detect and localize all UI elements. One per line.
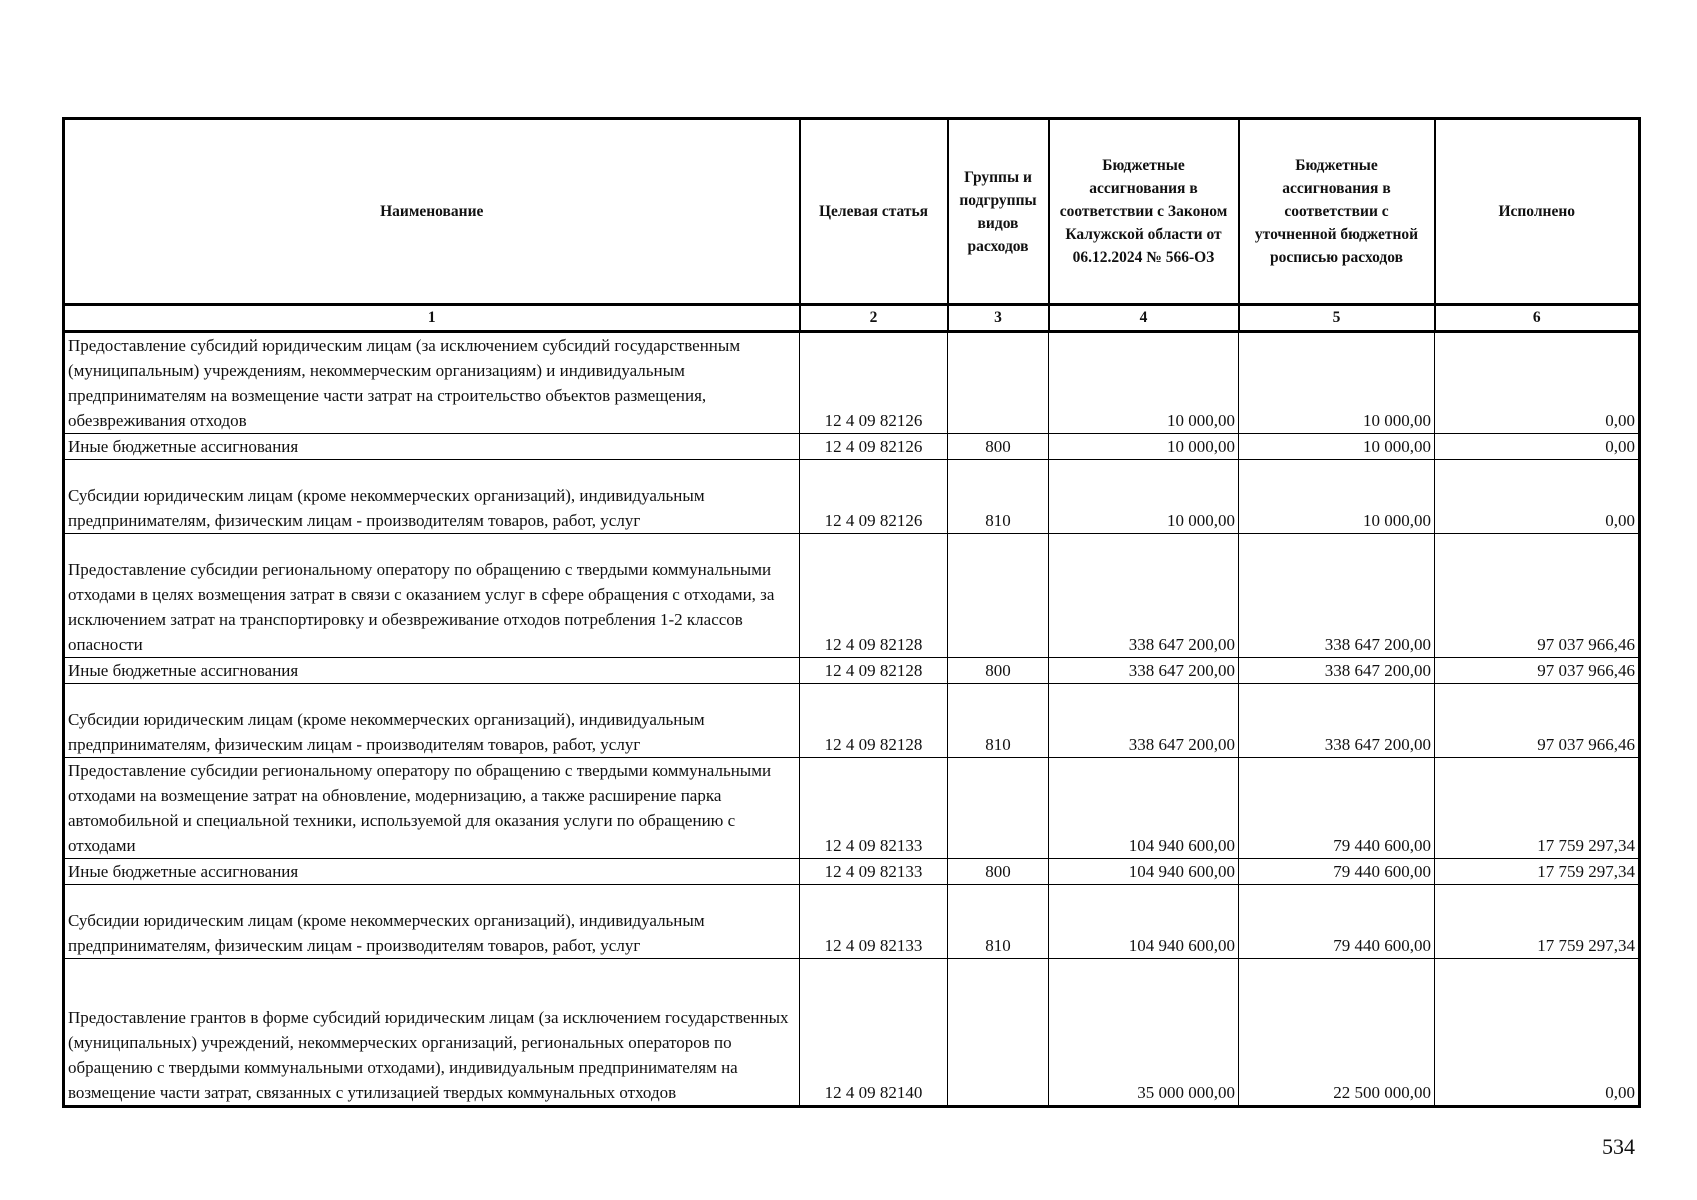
row-expense-group-cell: 810: [948, 885, 1049, 959]
row-revised-allocation-cell: 338 647 200,00: [1239, 534, 1435, 658]
row-law-allocation-cell: 104 940 600,00: [1049, 859, 1239, 885]
row-executed-cell: 97 037 966,46: [1435, 684, 1640, 758]
column-number: 3: [948, 305, 1049, 332]
row-revised-allocation-cell: 22 500 000,00: [1239, 959, 1435, 1107]
row-target-article-cell: 12 4 09 82140: [800, 959, 948, 1107]
row-law-allocation-cell: 338 647 200,00: [1049, 658, 1239, 684]
row-expense-group-cell: [948, 959, 1049, 1107]
row-executed-cell: 17 759 297,34: [1435, 758, 1640, 859]
row-expense-group-cell: [948, 758, 1049, 859]
row-executed-cell: 97 037 966,46: [1435, 534, 1640, 658]
row-revised-allocation-cell: 338 647 200,00: [1239, 658, 1435, 684]
table-row: [64, 434, 1640, 460]
row-executed-cell: 0,00: [1435, 434, 1640, 460]
row-revised-allocation-cell: 10 000,00: [1239, 332, 1435, 434]
table-header: [64, 119, 1640, 332]
column-number: 4: [1049, 305, 1239, 332]
row-target-article-cell: 12 4 09 82126: [800, 434, 948, 460]
row-name-cell: Предоставление субсидии региональному оператору по обращению с твердыми коммунальными отходами на возмещение затрат на обновление, модернизацию, а также расширение парка автомобильной и специальной техники, используемой для оказания услуги по обращению с отходами: [64, 758, 800, 859]
row-law-allocation-cell: 338 647 200,00: [1049, 534, 1239, 658]
table-row: [64, 332, 1640, 434]
row-law-allocation-cell: 104 940 600,00: [1049, 885, 1239, 959]
row-revised-allocation-cell: 10 000,00: [1239, 434, 1435, 460]
row-executed-cell: 0,00: [1435, 959, 1640, 1107]
row-executed-cell: 0,00: [1435, 460, 1640, 534]
row-executed-cell: 0,00: [1435, 332, 1640, 434]
header-revised-allocations: Бюджетные ассигнования в соответствии с уточненной бюджетной росписью расходов: [1239, 119, 1435, 305]
row-target-article-cell: 12 4 09 82126: [800, 460, 948, 534]
row-law-allocation-cell: 338 647 200,00: [1049, 684, 1239, 758]
row-revised-allocation-cell: 10 000,00: [1239, 460, 1435, 534]
header-name: Наименование: [64, 119, 800, 305]
table-body: [64, 332, 1640, 1107]
row-revised-allocation-cell: 79 440 600,00: [1239, 758, 1435, 859]
column-number: 1: [64, 305, 800, 332]
table-row: [64, 959, 1640, 1107]
row-target-article-cell: 12 4 09 82133: [800, 885, 948, 959]
row-law-allocation-cell: 104 940 600,00: [1049, 758, 1239, 859]
page-number: 534: [1602, 1134, 1635, 1159]
column-number: 5: [1239, 305, 1435, 332]
row-revised-allocation-cell: 79 440 600,00: [1239, 859, 1435, 885]
column-number: 6: [1435, 305, 1640, 332]
budget-execution-table: [62, 117, 1641, 1108]
row-name-cell: Субсидии юридическим лицам (кроме некоммерческих организаций), индивидуальным предпринимателям, физическим лицам - производителям товаров, работ, услуг: [64, 885, 800, 959]
row-law-allocation-cell: 35 000 000,00: [1049, 959, 1239, 1107]
row-expense-group-cell: 810: [948, 684, 1049, 758]
row-expense-group-cell: [948, 332, 1049, 434]
table-row: [64, 885, 1640, 959]
row-name-cell: Субсидии юридическим лицам (кроме некоммерческих организаций), индивидуальным предпринимателям, физическим лицам - производителям товаров, работ, услуг: [64, 684, 800, 758]
row-expense-group-cell: 810: [948, 460, 1049, 534]
header-executed: Исполнено: [1435, 119, 1640, 305]
header-row: [64, 119, 1640, 305]
column-number: 2: [800, 305, 948, 332]
table-row: [64, 658, 1640, 684]
row-name-cell: Субсидии юридическим лицам (кроме некоммерческих организаций), индивидуальным предпринимателям, физическим лицам - производителям товаров, работ, услуг: [64, 460, 800, 534]
row-target-article-cell: 12 4 09 82128: [800, 658, 948, 684]
row-expense-group-cell: [948, 534, 1049, 658]
row-revised-allocation-cell: 338 647 200,00: [1239, 684, 1435, 758]
row-target-article-cell: 12 4 09 82126: [800, 332, 948, 434]
table-row: [64, 684, 1640, 758]
header-target-article: Целевая статья: [800, 119, 948, 305]
row-target-article-cell: 12 4 09 82128: [800, 684, 948, 758]
column-number-row: [64, 305, 1640, 332]
row-name-cell: Иные бюджетные ассигнования: [64, 859, 800, 885]
row-name-cell: Иные бюджетные ассигнования: [64, 658, 800, 684]
row-executed-cell: 17 759 297,34: [1435, 885, 1640, 959]
row-executed-cell: 17 759 297,34: [1435, 859, 1640, 885]
row-revised-allocation-cell: 79 440 600,00: [1239, 885, 1435, 959]
row-expense-group-cell: 800: [948, 859, 1049, 885]
row-name-cell: Предоставление субсидии региональному оператору по обращению с твердыми коммунальными отходами в целях возмещения затрат в связи с оказанием услуг в сфере обращения с отходами, за исключением затрат на транспортировку и обезвреживание отходов потребления 1-2 классов опасности: [64, 534, 800, 658]
row-target-article-cell: 12 4 09 82133: [800, 758, 948, 859]
row-executed-cell: 97 037 966,46: [1435, 658, 1640, 684]
header-law-allocations: Бюджетные ассигнования в соответствии с Законом Калужской области от 06.12.2024 № 566-ОЗ: [1049, 119, 1239, 305]
row-law-allocation-cell: 10 000,00: [1049, 460, 1239, 534]
row-expense-group-cell: 800: [948, 658, 1049, 684]
row-name-cell: Предоставление грантов в форме субсидий юридическим лицам (за исключением государственных (муниципальных) учреждений, некоммерческих организаций, региональных операторов по обращению с твердыми коммунальными отходами), индивидуальным предпринимателям на возмещение части затрат, связанных с утилизацией твердых коммунальных отходов: [64, 959, 800, 1107]
header-expense-groups: Группы и подгруппы видов расходов: [948, 119, 1049, 305]
row-name-cell: Предоставление субсидий юридическим лицам (за исключением субсидий государственным (муниципальным) учреждениям, некоммерческим организациям) и индивидуальным предпринимателям на возмещение части затрат на строительство объектов размещения, обезвреживания отходов: [64, 332, 800, 434]
row-expense-group-cell: 800: [948, 434, 1049, 460]
table-row: [64, 460, 1640, 534]
row-law-allocation-cell: 10 000,00: [1049, 332, 1239, 434]
row-law-allocation-cell: 10 000,00: [1049, 434, 1239, 460]
table-row: [64, 859, 1640, 885]
table-row: [64, 758, 1640, 859]
row-target-article-cell: 12 4 09 82128: [800, 534, 948, 658]
row-name-cell: Иные бюджетные ассигнования: [64, 434, 800, 460]
table-row: [64, 534, 1640, 658]
row-target-article-cell: 12 4 09 82133: [800, 859, 948, 885]
